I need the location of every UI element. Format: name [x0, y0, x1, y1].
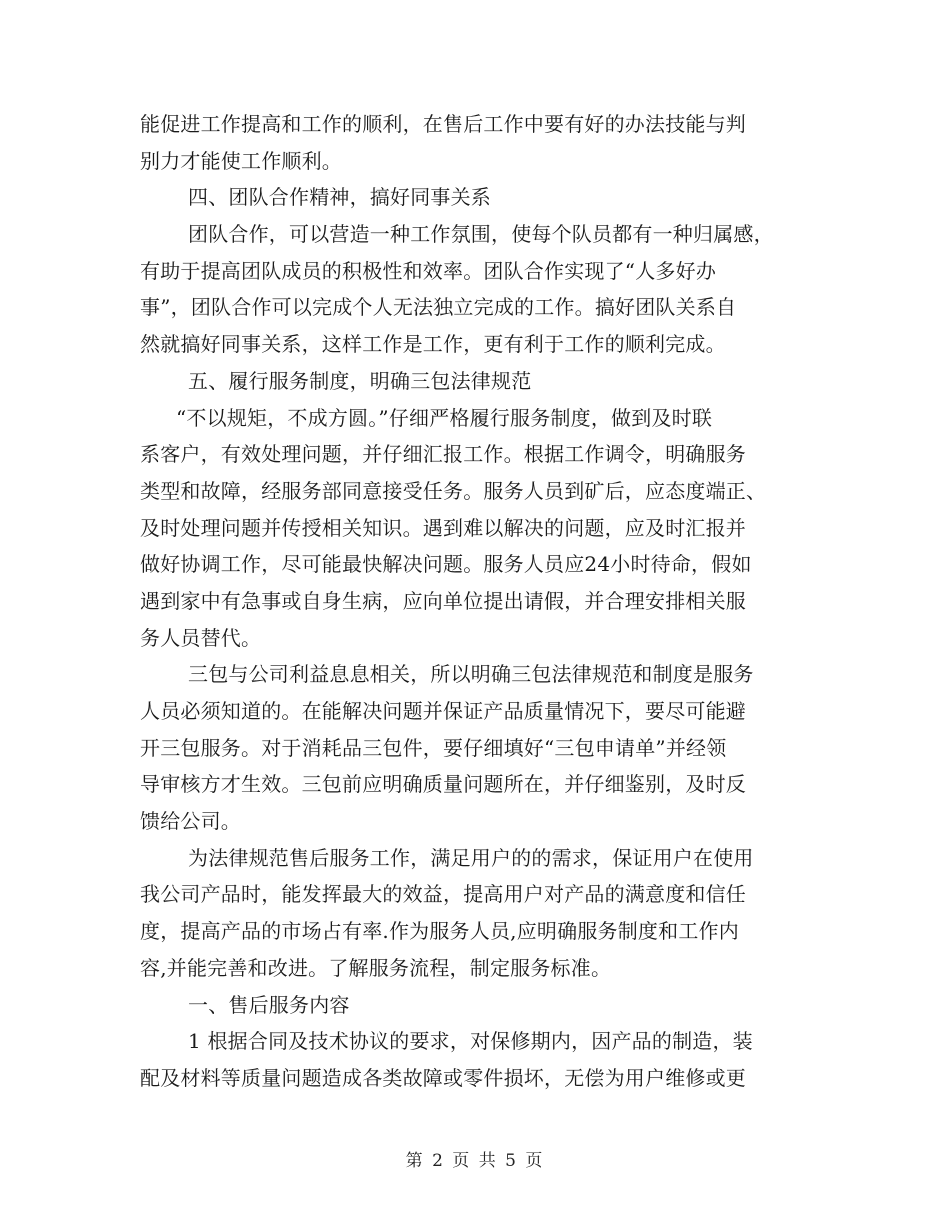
- text-line: 开三包服务。对于消耗品三包件，要仔细填好“三包申请单”并经领: [140, 735, 727, 760]
- text-line: “不以规矩，不成方圆。”仔细严格履行服务制度，做到及时联: [176, 405, 713, 430]
- text-line: 类型和故障，经服务部同意接受任务。服务人员到矿后，应态度端正、: [140, 478, 767, 503]
- text-line: 度，提高产品的市场占有率.作为服务人员,应明确服务制度和工作内: [140, 919, 739, 944]
- text-line: 容,并能完善和改进。了解服务流程，制定服务标准。: [140, 955, 612, 980]
- text-line: 导审核方才生效。三包前应明确质量问题所在，并仔细鉴别，及时反: [140, 772, 746, 797]
- section-heading: 五、履行服务制度，明确三包法律规范: [188, 368, 532, 393]
- body-text: [140, 106, 812, 1097]
- text-line: 馈给公司。: [140, 809, 241, 834]
- section-heading: 一、售后服务内容: [188, 992, 350, 1017]
- page-number: 第 2 页 共 5 页: [405, 1151, 545, 1171]
- text-line: 团队合作，可以营造一种工作氛围，使每个队员都有一种归属感，: [188, 222, 774, 247]
- text-line: 配及材料等质量问题造成各类故障或零件损坏，无偿为用户维修或更: [140, 1065, 746, 1090]
- section-heading: 四、团队合作精神，搞好同事关系: [188, 185, 491, 210]
- text-line: 1 根据合同及技术协议的要求，对保修期内，因产品的制造，装: [188, 1029, 753, 1054]
- text-line: 及时处理问题并传授相关知识。遇到难以解决的问题，应及时汇报并: [140, 515, 746, 540]
- text-line: 能促进工作提高和工作的顺利，在售后工作中要有好的办法技能与判: [140, 112, 746, 136]
- text-line: 务人员替代。: [140, 625, 262, 650]
- text-line: 有助于提高团队成员的积极性和效率。团队合作实现了“人多好办: [140, 258, 717, 283]
- text-line: 别力才能使工作顺利。: [140, 148, 342, 173]
- text-line: 为法律规范售后服务工作，满足用户的的需求，保证用户在使用: [188, 845, 754, 870]
- text-line: 做好协调工作，尽可能最快解决问题。服务人员应24小时待命，假如: [140, 552, 752, 577]
- text-line: 我公司产品时，能发挥最大的效益，提高用户对产品的满意度和信任: [140, 882, 746, 907]
- text-line: 遇到家中有急事或自身生病，应向单位提出请假，并合理安排相关服: [140, 588, 746, 613]
- text-line: 人员必须知道的。在能解决问题并保证产品质量情况下，要尽可能避: [140, 699, 746, 723]
- text-line: 系客户，有效处理问题，并仔细汇报工作。根据工作调令，明确服务: [140, 442, 746, 467]
- text-line: 事”，团队合作可以完成个人无法独立完成的工作。搞好团队关系自: [140, 295, 737, 320]
- text-line: 然就搞好同事关系，这样工作是工作，更有利于工作的顺利完成。: [140, 332, 726, 357]
- text-line: 三包与公司利益息息相关，所以明确三包法律规范和制度是服务: [188, 662, 754, 687]
